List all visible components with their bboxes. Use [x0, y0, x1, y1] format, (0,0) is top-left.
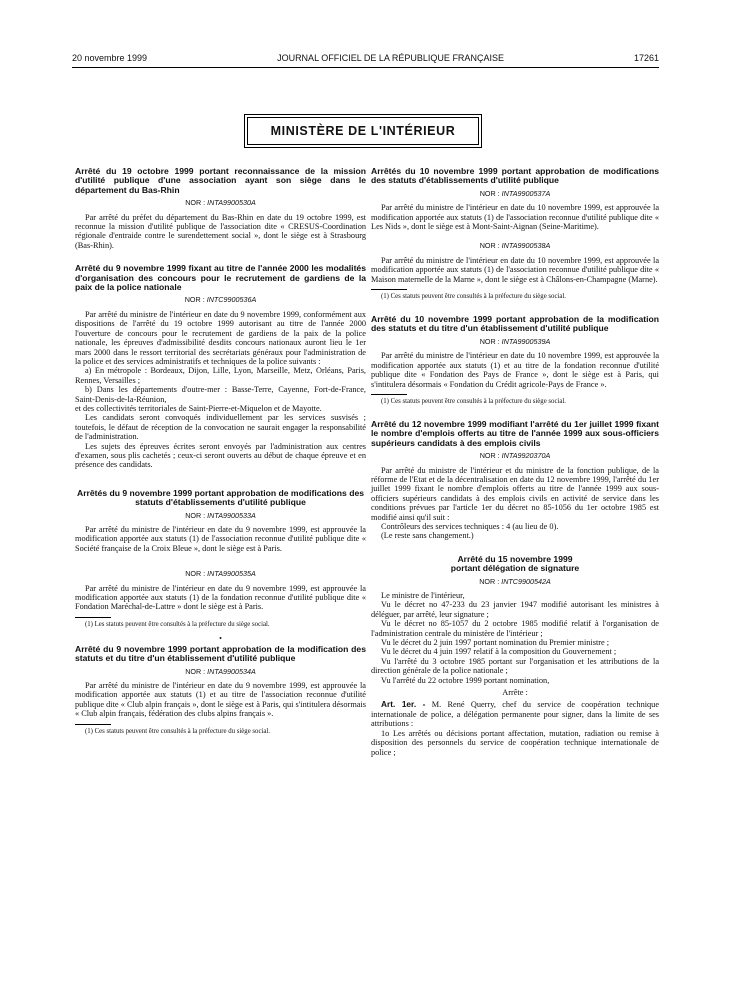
- header-journal-title: JOURNAL OFFICIEL DE LA RÉPUBLIQUE FRANÇAISE: [277, 53, 504, 63]
- header-date: 20 novembre 1999: [72, 53, 148, 63]
- section-title: Arrêté du 9 novembre 1999 fixant au titre de l'année 2000 les modalités d'organisation des concours pour le recrutement de gardiens de la paix de la police nationale: [75, 263, 366, 293]
- article-text: M. René Querry, chef du service de coopération technique internationale de police, a délégation permanente pour signer, dans la limite de ses attributions :: [371, 700, 660, 729]
- nor-reference: NOR : INTA9900539A: [479, 336, 551, 346]
- page-header: [72, 53, 659, 63]
- header-page-number: 17261: [633, 53, 659, 63]
- separator-dot: •: [219, 633, 222, 643]
- section-statuts-10-novembre: [371, 167, 659, 301]
- section-title-line-2: portant délégation de signature: [450, 563, 580, 574]
- paragraph: Les candidats seront convoqués individuellement par les services susvisés ; toutefois, le défaut de réception de la convocation ne saurait engager la responsabilité de l'administration.: [75, 413, 366, 442]
- paragraph: Vu l'arrêté du 22 octobre 1999 portant nomination,: [381, 675, 550, 685]
- paragraph: Vu le décret du 2 juin 1997 portant nomination du Premier ministre ;: [381, 638, 610, 648]
- paragraph: a) En métropole : Bordeaux, Dijon, Lille, Lyon, Marseille, Metz, Orléans, Paris, Rennes, Versailles ;: [75, 366, 366, 385]
- footnote: (1) Les statuts peuvent être consultés à la préfecture du siège social.: [85, 620, 270, 628]
- paragraph: Par arrêté du préfet du département du Bas-Rhin en date du 19 octobre 1999, est reconnue la mission d'utilité publique de l'association dite « CRESUS-Coordination régionale d'entraide contre le surendettement social », dont le siège est à Strasbourg (Bas-Rhin).: [75, 212, 366, 250]
- nor-reference: NOR : INTC9900542A: [479, 576, 551, 586]
- paragraph: Par arrêté du ministre de l'intérieur et du ministre de la fonction publique, de la réforme de l'Etat et de la décentralisation en date du 12 novembre 1999, l'arrêté du 1er juillet 1999 fixant le nombre d'emplois offerts au titre de l'année 1999 aux sous-officiers supérieurs candidats à des emplois civils en activité de service dans les conditions prévues par l'article 1er du décret no 85-1056 du 1er octobre 1985 est modifié ainsi qu'il suit :: [371, 465, 659, 522]
- paragraph: Le ministre de l'intérieur,: [381, 591, 465, 600]
- nor-reference: NOR : INTA9900533A: [185, 510, 256, 520]
- footnote: (1) Ces statuts peuvent être consultés à la préfecture du siège social.: [85, 727, 270, 735]
- paragraph: Vu l'arrêté du 3 octobre 1985 portant sur l'organisation et les attributions de la direction générale de la police nationale ;: [371, 656, 659, 676]
- paragraph: Par arrêté du ministre de l'intérieur en date du 10 novembre 1999, est approuvée la modification apportée aux statuts (1) et au titre de la fondation reconnue d'utilité publique dite « Fondation des Pays de France », dont le siège est à Paris, qui s'intitulera désormais « Fondation du Crédit agricole-Pays de France ».: [371, 351, 659, 389]
- footnote: (1) Ces statuts peuvent être consultés à la préfecture du siège social.: [381, 397, 566, 405]
- section-sous-officiers: [371, 420, 659, 541]
- nor-reference: NOR : INTA9900534A: [185, 666, 256, 676]
- section-title-line-1: Arrêté du 15 novembre 1999: [457, 553, 573, 564]
- section-title: Arrêté du 19 octobre 1999 portant reconnaissance de la mission d'utilité publique d'une association ayant son siège dans le département du Bas-Rhin: [75, 166, 366, 195]
- section-fondation-pays-de-france: [371, 315, 659, 406]
- section-club-alpin: [75, 645, 366, 736]
- nor-reference: NOR : INTA9900535A: [185, 569, 256, 579]
- left-column: [75, 167, 366, 742]
- ministry-banner: MINISTÈRE DE L'INTÉRIEUR: [247, 117, 479, 145]
- paragraph: et des collectivités territoriales de Saint-Pierre-et-Miquelon et de Mayotte.: [75, 403, 322, 413]
- paragraph: Par arrêté du ministre de l'intérieur en date du 9 novembre 1999, est approuvée la modification apportée aux statuts (1) de l'association reconnue d'utilité publique dite « Société française de la Croix Bleue », dont le siège est à Paris.: [75, 525, 366, 553]
- nor-reference: NOR : INTA9900530A: [185, 198, 256, 208]
- footnote-rule: [371, 289, 407, 290]
- section-gardiens-paix: [75, 264, 366, 470]
- footnote-rule: [75, 617, 111, 618]
- article-1: [371, 700, 659, 728]
- right-column: [371, 167, 659, 757]
- nor-reference: NOR : INTA9900538A: [479, 241, 551, 251]
- nor-reference: NOR : INTA9920370A: [479, 451, 551, 461]
- paragraph: Vu le décret no 47-233 du 23 janvier 1947 modifié autorisant les ministres à déléguer, par arrêté, leur signature ;: [371, 600, 659, 619]
- section-title: Arrêté du 9 novembre 1999 portant approbation de la modification des statuts et du titre d'un établissement d'utilité publique: [75, 643, 366, 664]
- footnote: (1) Ces statuts peuvent être consultés à la préfecture du siège social.: [381, 293, 566, 301]
- section-title: Arrêtés du 9 novembre 1999 portant approbation de modifications des statuts d'établissements d'utilité publique: [77, 487, 364, 508]
- paragraph: Vu le décret du 4 juin 1997 relatif à la composition du Gouvernement ;: [381, 647, 617, 657]
- section-delegation-signature: [371, 555, 659, 757]
- section-title: Arrêtés du 10 novembre 1999 portant approbation de modifications des statuts d'établissements d'utilité publique: [371, 166, 659, 186]
- header-rule: [72, 67, 659, 68]
- article-label: Art. 1er. -: [381, 699, 426, 710]
- paragraph: b) Dans les départements d'outre-mer : Basse-Terre, Cayenne, Fort-de-France, Saint-Denis-de-la-Réunion,: [75, 385, 366, 404]
- footnote-rule: [75, 724, 111, 725]
- paragraph: Par arrêté du ministre de l'intérieur en date du 10 novembre 1999, est approuvée la modification apportée aux statuts (1) de l'association reconnue d'utilité publique dite « Maison maternelle de la Marne », dont le siège est à Châlons-en-Champagne (Marne).: [371, 255, 659, 284]
- section-statuts-9-novembre: [75, 489, 366, 629]
- paragraph: (Le reste sans changement.): [381, 531, 474, 541]
- paragraph: Par arrêté du ministre de l'intérieur en date du 10 novembre 1999, est approuvée la modification apportée aux statuts (1) de l'association reconnue d'utilité publique dite « Les Nids », dont le siège est à Mont-Saint-Aignan (Seine-Maritime).: [371, 203, 659, 232]
- arrete-line: Arrête :: [502, 688, 528, 698]
- paragraph: Vu le décret no 85-1057 du 2 octobre 1985 modifié relatif à l'organisation de l'administration centrale du ministère de l'intérieur ;: [371, 619, 659, 638]
- paragraph: 1o Les arrêtés ou décisions portant affectation, mutation, radiation ou remise à disposition des personnels du service de coopération technique internationale de police ;: [371, 728, 659, 757]
- section-title: Arrêté du 10 novembre 1999 portant approbation de la modification des statuts et du titre d'un établissement d'utilité publique: [371, 314, 659, 334]
- paragraph: Contrôleurs des services techniques : 4 (au lieu de 0).: [381, 521, 559, 531]
- paragraph: Par arrêté du ministre de l'intérieur en date du 9 novembre 1999, est approuvée la modification apportée aux statuts (1) de la fondation reconnue d'utilité publique dite « Fondation Maréchal-de-Lattre » dont le siège est à Paris.: [75, 583, 366, 612]
- paragraph: Par arrêté du ministre de l'intérieur en date du 9 novembre 1999, conformément aux dispositions de l'arrêté du 19 octobre 1999 autorisant au titre de l'année 2000 l'ouverture de concours pour le recrutement de gardiens de la paix de la police nationale, les épreuves d'admissibilité desdits concours nationaux auront lieu le 1er mars 2000 dans le ressort territorial des secrétariats généraux pour l'administration de la police et des services administratifs et techniques de la police suivants :: [75, 309, 366, 366]
- section-title: Arrêté du 12 novembre 1999 modifiant l'arrêté du 1er juillet 1999 fixant le nombre d'emplois offerts au titre de l'année 1999 aux sous-officiers supérieurs candidats à des emplois civils: [371, 418, 659, 448]
- nor-reference: NOR : INTA9900537A: [479, 188, 551, 198]
- paragraph: Par arrêté du ministre de l'intérieur en date du 9 novembre 1999, est approuvée la modification apportée aux statuts (1) et au titre de l'association reconnue d'utilité publique dite « Club alpin français », dont le siège est à Paris, qui s'intitulera désormais « Club alpin français, fédération des clubs alpins français ».: [75, 681, 366, 719]
- nor-reference: NOR : INTC9900536A: [184, 295, 257, 305]
- paragraph: Les sujets des épreuves écrites seront envoyés par l'administration aux centres d'examen, sous plis cachetés ; ceux-ci seront ouverts au début de chaque épreuve et en présence des candidats.: [75, 441, 366, 470]
- footnote-rule: [371, 394, 407, 395]
- section-bas-rhin: [75, 167, 366, 250]
